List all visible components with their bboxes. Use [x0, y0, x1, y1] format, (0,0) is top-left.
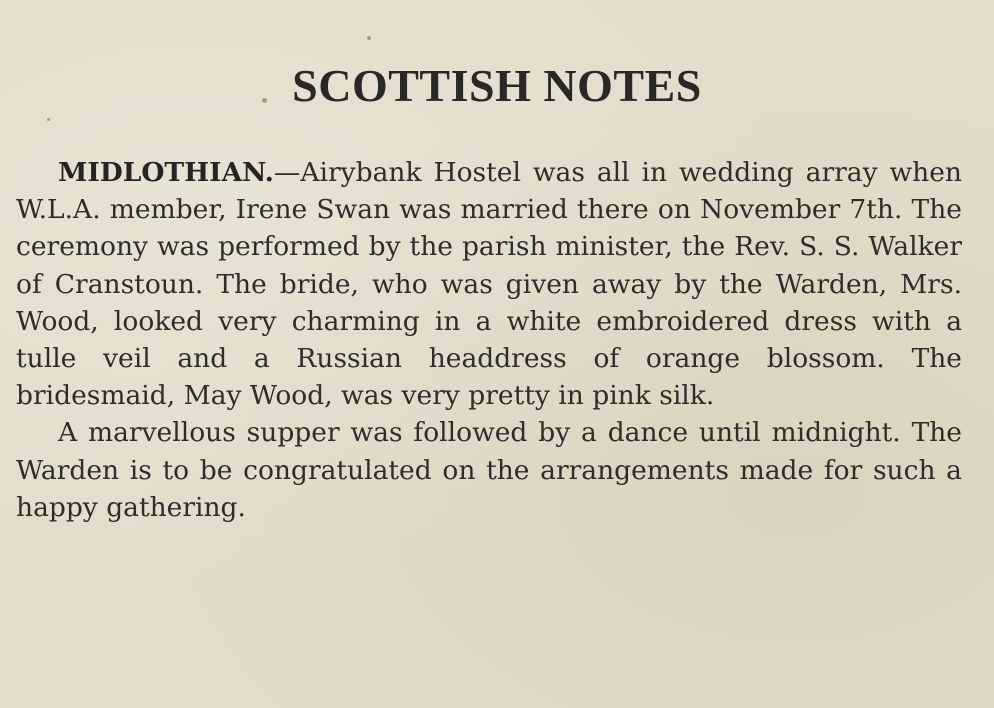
page-title: SCOTTISH NOTES: [292, 60, 702, 111]
paragraph-text: —Airybank Hostel was all in wedding array when W.L.A. member, Irene Swan was married there on November 7th. The ceremony was performed by the parish minister, the Rev. S. S. Walker of Cranstoun. The bride, who was given away by the Warden, Mrs. Wood, looked very charming in a white embroidered dress with a tulle veil and a Russian headdress of orange blossom. The bridesmaid, May Wood, was very pretty in pink silk.: [16, 157, 962, 412]
article-body: [16, 154, 962, 526]
article-paragraph: A marvellous supper was followed by a dance until midnight. The Warden is to be congratulated on the arrangements made for such a happy gathering.: [16, 417, 962, 523]
article-paragraph: [16, 154, 962, 414]
paper-speck: [367, 36, 371, 40]
paper-speck: [47, 118, 50, 121]
region-heading: MIDLOTHIAN.: [58, 157, 274, 188]
